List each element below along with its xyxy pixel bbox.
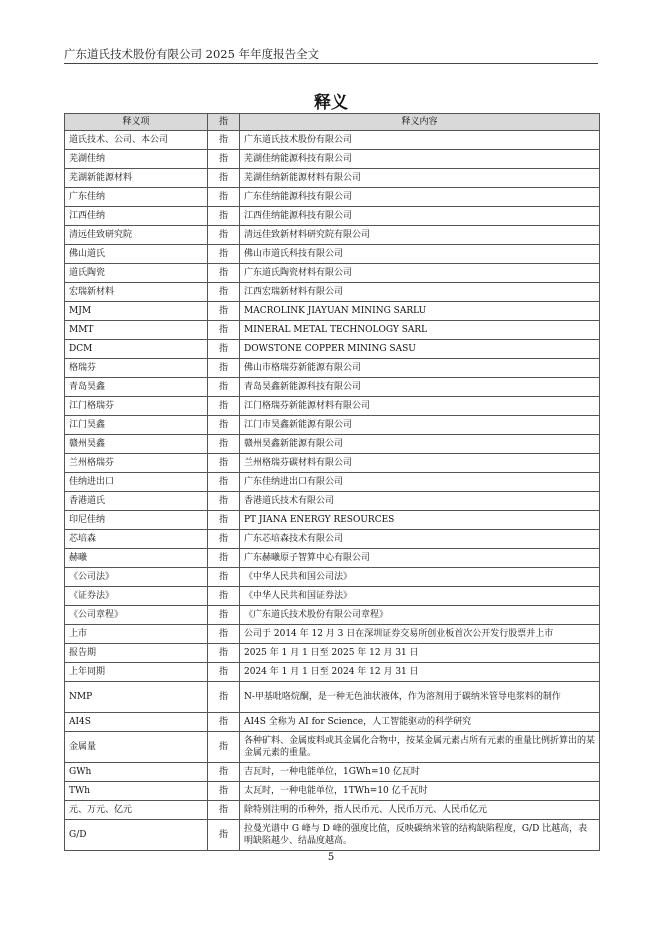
definition-term: 赫曦: [65, 549, 208, 568]
definition-content: DOWSTONE COPPER MINING SASU: [240, 340, 600, 359]
table-row: [65, 492, 600, 511]
report-header: 广东道氏技术股份有限公司 2025 年年度报告全文: [64, 47, 320, 61]
definition-content: 太瓦时，一种电能单位，1TWh=10 亿千瓦时: [240, 782, 600, 801]
definition-content: 《中华人民共和国证券法》: [240, 587, 600, 606]
table-row: [65, 473, 600, 492]
definition-term: 芯培森: [65, 530, 208, 549]
definition-ref: 指: [208, 732, 240, 763]
table-row: [65, 625, 600, 644]
definition-content: 江西宏瑞新材料有限公司: [240, 283, 600, 302]
definition-ref: 指: [208, 207, 240, 226]
definition-ref: 指: [208, 435, 240, 454]
definition-term: 广东佳纳: [65, 188, 208, 207]
table-row: [65, 131, 600, 150]
definition-content: 广东赫曦原子智算中心有限公司: [240, 549, 600, 568]
definition-term: 上年同期: [65, 663, 208, 682]
definition-ref: 指: [208, 782, 240, 801]
definition-term: 兰州格瑞芬: [65, 454, 208, 473]
table-row: [65, 663, 600, 682]
column-header-desc: 释义内容: [240, 114, 600, 131]
definition-ref: 指: [208, 302, 240, 321]
definition-ref: 指: [208, 587, 240, 606]
definition-ref: 指: [208, 549, 240, 568]
definition-ref: 指: [208, 397, 240, 416]
definition-term: 上市: [65, 625, 208, 644]
definition-term: 佛山道氏: [65, 245, 208, 264]
definition-term: 江西佳纳: [65, 207, 208, 226]
definition-ref: 指: [208, 644, 240, 663]
definition-ref: 指: [208, 820, 240, 851]
definition-content: MACROLINK JIAYUAN MINING SARLU: [240, 302, 600, 321]
definition-ref: 指: [208, 416, 240, 435]
definition-term: GWh: [65, 763, 208, 782]
definition-content: 广东道氏陶瓷材料有限公司: [240, 264, 600, 283]
definition-ref: 指: [208, 492, 240, 511]
page-number: 5: [327, 852, 335, 863]
definition-term: 芜湖佳纳: [65, 150, 208, 169]
table-row: [65, 207, 600, 226]
definition-ref: 指: [208, 321, 240, 340]
definition-term: MMT: [65, 321, 208, 340]
definition-ref: 指: [208, 359, 240, 378]
table-row: [65, 568, 600, 587]
definition-content: 江门格瑞芬新能源材料有限公司: [240, 397, 600, 416]
table-row: [65, 150, 600, 169]
definition-term: TWh: [65, 782, 208, 801]
definition-content: N-甲基吡咯烷酮，是一种无色油状液体，作为溶剂用于碳纳米管导电浆料的制作: [240, 682, 600, 713]
definition-content: 赣州昊鑫新能源有限公司: [240, 435, 600, 454]
definition-content: 2024 年 1 月 1 日至 2024 年 12 月 31 日: [240, 663, 600, 682]
definition-term: 《证券法》: [65, 587, 208, 606]
definition-term: 赣州昊鑫: [65, 435, 208, 454]
table-row: [65, 820, 600, 851]
definition-content: 佛山市格瑞芬新能源有限公司: [240, 359, 600, 378]
definition-term: 青岛昊鑫: [65, 378, 208, 397]
table-row: [65, 530, 600, 549]
table-row: [65, 454, 600, 473]
table-row: [65, 245, 600, 264]
definition-ref: 指: [208, 340, 240, 359]
table-row: [65, 606, 600, 625]
definition-ref: 指: [208, 131, 240, 150]
definition-content: 青岛昊鑫新能源科技有限公司: [240, 378, 600, 397]
definition-ref: 指: [208, 568, 240, 587]
definition-content: 兰州格瑞芬碳材料有限公司: [240, 454, 600, 473]
definition-content: 2025 年 1 月 1 日至 2025 年 12 月 31 日: [240, 644, 600, 663]
header-divider: [64, 63, 598, 64]
table-row: [65, 682, 600, 713]
definitions-table: [64, 113, 600, 851]
definition-ref: 指: [208, 264, 240, 283]
definition-content: AI4S 全称为 AI for Science，人工智能驱动的科学研究: [240, 713, 600, 732]
table-row: [65, 732, 600, 763]
definition-ref: 指: [208, 713, 240, 732]
definition-ref: 指: [208, 801, 240, 820]
definition-term: 金属量: [65, 732, 208, 763]
table-row: [65, 169, 600, 188]
definition-term: 格瑞芬: [65, 359, 208, 378]
definition-content: 江西佳纳能源科技有限公司: [240, 207, 600, 226]
table-row: [65, 644, 600, 663]
definition-content: 各种矿料、金属废料或其金属化合物中，按某金属元素占所有元素的重量比例折算出的某金属元素的重量。: [240, 732, 600, 763]
definition-ref: 指: [208, 473, 240, 492]
definition-ref: 指: [208, 150, 240, 169]
definition-term: G/D: [65, 820, 208, 851]
definition-content: 拉曼光谱中 G 峰与 D 峰的强度比值，反映碳纳米管的结构缺陷程度，G/D 比越高，表明缺陷越少、结晶度越高。: [240, 820, 600, 851]
table-row: [65, 302, 600, 321]
definition-ref: 指: [208, 511, 240, 530]
table-row: [65, 782, 600, 801]
definition-content: 江门市昊鑫新能源有限公司: [240, 416, 600, 435]
table-row: [65, 283, 600, 302]
definition-term: 《公司法》: [65, 568, 208, 587]
table-header-row: [65, 114, 600, 131]
definition-ref: 指: [208, 378, 240, 397]
definition-content: 除特别注明的币种外，指人民币元、人民币万元、人民币亿元: [240, 801, 600, 820]
definition-content: 清远佳致新材料研究院有限公司: [240, 226, 600, 245]
definition-content: PT JIANA ENERGY RESOURCES: [240, 511, 600, 530]
table-row: [65, 188, 600, 207]
definition-ref: 指: [208, 226, 240, 245]
definition-ref: 指: [208, 606, 240, 625]
definition-term: 道氏技术、公司、本公司: [65, 131, 208, 150]
definition-content: 广东道氏技术股份有限公司: [240, 131, 600, 150]
definition-term: 香港道氏: [65, 492, 208, 511]
definition-term: 元、万元、亿元: [65, 801, 208, 820]
definition-term: NMP: [65, 682, 208, 713]
definition-term: 江门昊鑫: [65, 416, 208, 435]
definition-ref: 指: [208, 454, 240, 473]
definition-term: MJM: [65, 302, 208, 321]
definition-term: 道氏陶瓷: [65, 264, 208, 283]
definition-content: 吉瓦时，一种电能单位，1GWh=10 亿瓦时: [240, 763, 600, 782]
definition-term: 报告期: [65, 644, 208, 663]
page-title: 释义: [314, 93, 348, 113]
table-row: [65, 549, 600, 568]
definition-term: 江门格瑞芬: [65, 397, 208, 416]
definition-term: 印尼佳纳: [65, 511, 208, 530]
definition-content: MINERAL METAL TECHNOLOGY SARL: [240, 321, 600, 340]
definition-term: 宏瑞新材料: [65, 283, 208, 302]
table-row: [65, 713, 600, 732]
definition-ref: 指: [208, 188, 240, 207]
table-row: [65, 340, 600, 359]
definition-content: 广东芯培森技术有限公司: [240, 530, 600, 549]
column-header-ref: 指: [208, 114, 240, 131]
table-row: [65, 359, 600, 378]
definition-content: 《中华人民共和国公司法》: [240, 568, 600, 587]
table-row: [65, 321, 600, 340]
definition-ref: 指: [208, 283, 240, 302]
table-row: [65, 587, 600, 606]
table-row: [65, 435, 600, 454]
definition-term: DCM: [65, 340, 208, 359]
definition-content: 芜湖佳纳新能源材料有限公司: [240, 169, 600, 188]
definition-term: 芜湖新能源材料: [65, 169, 208, 188]
definition-content: 芜湖佳纳能源科技有限公司: [240, 150, 600, 169]
definition-content: 广东佳纳能源科技有限公司: [240, 188, 600, 207]
table-row: [65, 763, 600, 782]
table-row: [65, 264, 600, 283]
definition-term: 佳纳进出口: [65, 473, 208, 492]
table-row: [65, 801, 600, 820]
table-row: [65, 378, 600, 397]
definitions-table-body: [65, 131, 600, 851]
definition-ref: 指: [208, 625, 240, 644]
table-row: [65, 416, 600, 435]
definition-ref: 指: [208, 530, 240, 549]
column-header-term: 释义项: [65, 114, 208, 131]
definition-ref: 指: [208, 245, 240, 264]
definition-content: 佛山市道氏科技有限公司: [240, 245, 600, 264]
definition-content: 《广东道氏技术股份有限公司章程》: [240, 606, 600, 625]
table-row: [65, 511, 600, 530]
definition-ref: 指: [208, 682, 240, 713]
definition-ref: 指: [208, 763, 240, 782]
definition-content: 公司于 2014 年 12 月 3 日在深圳证券交易所创业板首次公开发行股票并上市: [240, 625, 600, 644]
table-row: [65, 226, 600, 245]
definition-ref: 指: [208, 663, 240, 682]
definition-term: 清远佳致研究院: [65, 226, 208, 245]
table-row: [65, 397, 600, 416]
definition-content: 广东佳纳进出口有限公司: [240, 473, 600, 492]
definition-term: 《公司章程》: [65, 606, 208, 625]
definition-term: AI4S: [65, 713, 208, 732]
definition-ref: 指: [208, 169, 240, 188]
definition-content: 香港道氏技术有限公司: [240, 492, 600, 511]
